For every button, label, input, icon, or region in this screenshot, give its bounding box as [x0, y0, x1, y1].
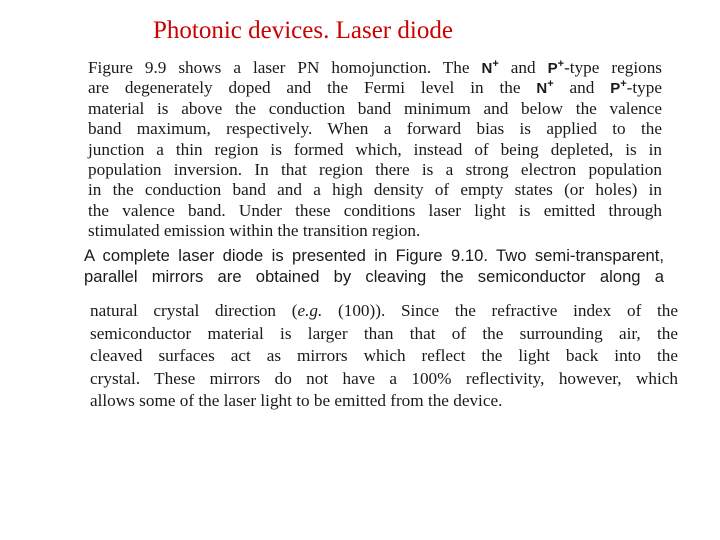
text-segment: Figure 9.9 shows a laser PN homojunction. The [88, 58, 482, 77]
slide-title: Photonic devices. Laser diode [153, 17, 453, 44]
paragraph-complete-laser-diode [84, 245, 664, 287]
text-line: crystal. These mirrors do not have a 100% reflectivity, however, which [90, 368, 678, 388]
text-line [88, 78, 662, 98]
text-line: material is above the conduction band minimum and below the valence [88, 98, 662, 118]
text-segment: -type regions [564, 58, 662, 77]
text-segment: and [498, 58, 548, 77]
text-segment: natural crystal direction ( [90, 301, 298, 320]
plus-superscript: + [547, 78, 554, 91]
plus-superscript: + [620, 78, 627, 91]
plus-superscript: + [492, 58, 499, 70]
text-segment: -type [626, 78, 662, 98]
text-line [90, 300, 678, 323]
text-line: in the conduction band and a high density of empty states (or holes) in [88, 180, 662, 200]
plus-superscript: + [557, 58, 565, 70]
paragraph-crystal-mirrors [90, 300, 678, 413]
text-line: semiconductor material is larger than that of the surrounding air, the [90, 323, 678, 343]
text-line: junction a thin region is formed which, instead of being depleted, is in [88, 139, 662, 159]
p-region-symbol [548, 60, 564, 77]
text-line: allows some of the laser light to be emitted from the device. [90, 391, 503, 411]
n-region-symbol [536, 80, 553, 97]
p-letter: P [610, 80, 621, 98]
text-segment: (100)). Since the refractive index of the [322, 301, 678, 320]
n-letter: N [536, 80, 548, 98]
emphasis-text: e.g. [297, 301, 323, 320]
n-letter: N [481, 60, 493, 77]
text-line: cleaved surfaces act as mirrors which reflect the light back into the [90, 346, 678, 366]
n-region-symbol [482, 60, 499, 77]
text-line [88, 58, 662, 78]
paragraph-laser-homojunction [88, 58, 662, 242]
p-letter: P [547, 60, 558, 77]
text-line: A complete laser diode is presented in Figure 9.10. Two semi-transparent, [84, 246, 664, 265]
p-region-symbol [610, 80, 626, 97]
text-line: parallel mirrors are obtained by cleaving the semiconductor along a [84, 267, 664, 286]
text-segment: are degenerately doped and the Fermi level in the [88, 78, 537, 98]
text-line: stimulated emission within the transition region. [88, 221, 421, 241]
text-line: the valence band. Under these conditions laser light is emitted through [88, 200, 662, 220]
text-line: band maximum, respectively. When a forward bias is applied to the [88, 119, 662, 139]
text-line: population inversion. In that region there is a strong electron population [88, 159, 662, 179]
text-segment: and [553, 78, 611, 98]
